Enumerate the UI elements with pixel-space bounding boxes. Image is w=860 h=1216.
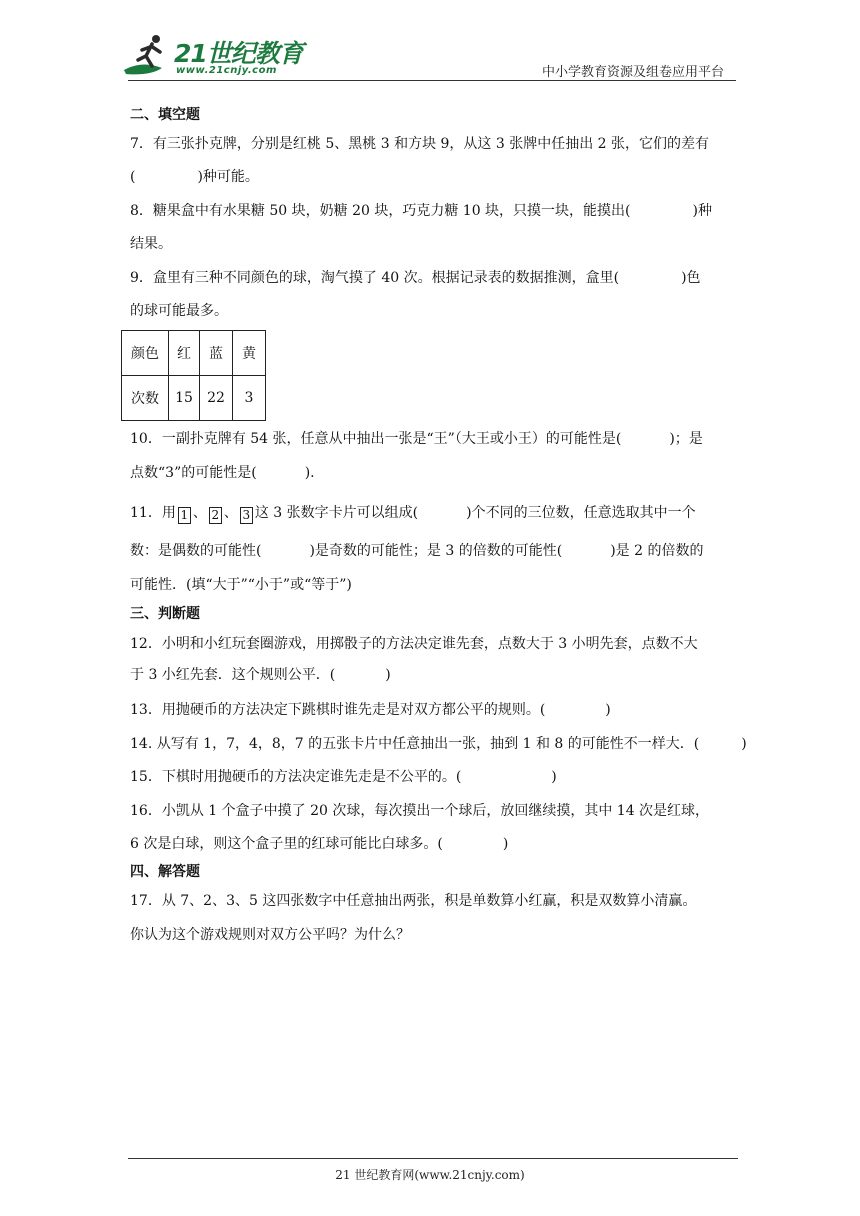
footer-text: 21 世纪教育网(www.21cnjy.com) (335, 1168, 525, 1182)
header-divider (128, 80, 736, 81)
table-cell: 次数 (122, 376, 169, 421)
q11-text-c: )个不同的三位数，任意选取其中一个 (466, 505, 696, 521)
q11-line2 (130, 541, 703, 561)
logo-text: 21世纪教育 (174, 39, 303, 68)
footer-divider (128, 1158, 738, 1159)
q10-text-start: 10．一副扑克牌有 54 张，任意从中抽出一张是“王”（大王或小王）的可能性是( (130, 431, 622, 447)
q14-text: 14. 从写有 1，7，4，8，7 的五张卡片中任意抽出一张，抽到 1 和 8 的可能性不一样大．( (130, 736, 700, 752)
record-table (121, 330, 266, 421)
header-platform-text: 中小学教育资源及组卷应用平台 (541, 65, 724, 80)
q7-open-paren: ( (130, 169, 136, 185)
q13-line (130, 700, 611, 720)
section-title-judge: 三、判断题 (130, 606, 200, 622)
section-title-answer: 四、解答题 (130, 864, 200, 880)
q12-text: 于 3 小红先套．这个规则公平．( (130, 667, 336, 683)
table-row (122, 331, 266, 376)
q11-text-l2c: )是 2 的倍数的 (610, 543, 704, 559)
table-cell: 蓝 (200, 331, 233, 376)
q11-line3: 可能性．(填“大于”“小于”或“等于”) (130, 577, 352, 593)
q15-line (130, 767, 557, 787)
digit-card-1: 1 (178, 507, 191, 524)
q11-text-l2a: 数：是偶数的可能性( (130, 543, 262, 559)
q13-close-paren: ) (605, 702, 611, 718)
q9-line1 (130, 268, 701, 288)
digit-card-2: 2 (209, 507, 222, 524)
q7-text-end: )种可能。 (197, 169, 259, 185)
q16-line1: 16．小凯从 1 个盒子中摸了 20 次球，每次摸出一个球后，放回继续摸，其中 14 次是红球， (130, 803, 710, 819)
q12-close-paren: ) (385, 667, 391, 683)
q16-line2 (130, 834, 508, 854)
q10-text-line2: 点数“3”的可能性是( (130, 465, 257, 481)
q11-separator: 、 (223, 505, 238, 521)
q15-close-paren: ) (551, 769, 557, 785)
q10-text-mid: )；是 (669, 431, 703, 447)
q11-text-l2b: )是奇数的可能性；是 3 的倍数的可能性( (309, 543, 563, 559)
q8-text-end: )种 (692, 203, 712, 219)
q15-text: 15．下棋时用抛硬币的方法决定谁先走是不公平的。( (130, 769, 462, 785)
q9-line2: 的球可能最多。 (130, 303, 228, 319)
q10-line1 (130, 429, 703, 449)
q12-line2 (130, 665, 391, 685)
site-logo (122, 30, 303, 80)
q14-close-paren: ) (741, 736, 747, 752)
q8-line1 (130, 201, 712, 221)
q9-text-start: 9．盒里有三种不同颜色的球，淘气摸了 40 次。根据记录表的数据推测，盒里( (130, 270, 620, 286)
q10-text-end: ). (304, 465, 315, 481)
q11-line1 (130, 503, 696, 524)
q8-text-start: 8．糖果盒中有水果糖 50 块，奶糖 20 块，巧克力糖 10 块，只摸一块，能摸出( (130, 203, 631, 219)
q11-text-start: 11．用 (130, 505, 176, 521)
section-title-fill: 二、填空题 (130, 107, 200, 123)
digit-card-3: 3 (240, 507, 253, 524)
logo-url: www.21cnjy.com (176, 65, 277, 76)
q10-line2 (130, 463, 315, 483)
table-cell: 红 (169, 331, 200, 376)
q8-line2: 结果。 (130, 236, 172, 252)
q16-text: 6 次是白球，则这个盒子里的红球可能比白球多。( (130, 836, 443, 852)
q16-close-paren: ) (502, 836, 509, 852)
table-cell: 颜色 (122, 331, 169, 376)
q7-line2 (130, 167, 259, 187)
q13-text: 13．用抛硬币的方法决定下跳棋时谁先走是对双方都公平的规则。( (130, 702, 546, 718)
q17-line2: 你认为这个游戏规则对双方公平吗？为什么？ (130, 927, 410, 943)
table-row (122, 376, 266, 421)
table-cell: 15 (169, 376, 200, 421)
runner-logo-icon (122, 30, 182, 80)
q17-line1: 17．从 7、2、3、5 这四张数字中任意抽出两张，积是单数算小红赢，积是双数算小清赢。 (130, 893, 697, 909)
q7-line1: 7．有三张扑克牌，分别是红桃 5、黑桃 3 和方块 9，从这 3 张牌中任抽出 2 张，它们的差有 (130, 136, 710, 152)
q14-line (130, 734, 747, 754)
q11-separator: 、 (192, 505, 207, 521)
q11-text-b: 这 3 张数字卡片可以组成( (254, 505, 419, 521)
table-cell: 3 (233, 376, 266, 421)
table-cell: 22 (200, 376, 233, 421)
q12-line1: 12．小明和小红玩套圈游戏，用掷骰子的方法决定谁先套，点数大于 3 小明先套，点数不大 (130, 636, 698, 652)
q9-text-end: )色 (681, 270, 701, 286)
table-cell: 黄 (233, 331, 266, 376)
